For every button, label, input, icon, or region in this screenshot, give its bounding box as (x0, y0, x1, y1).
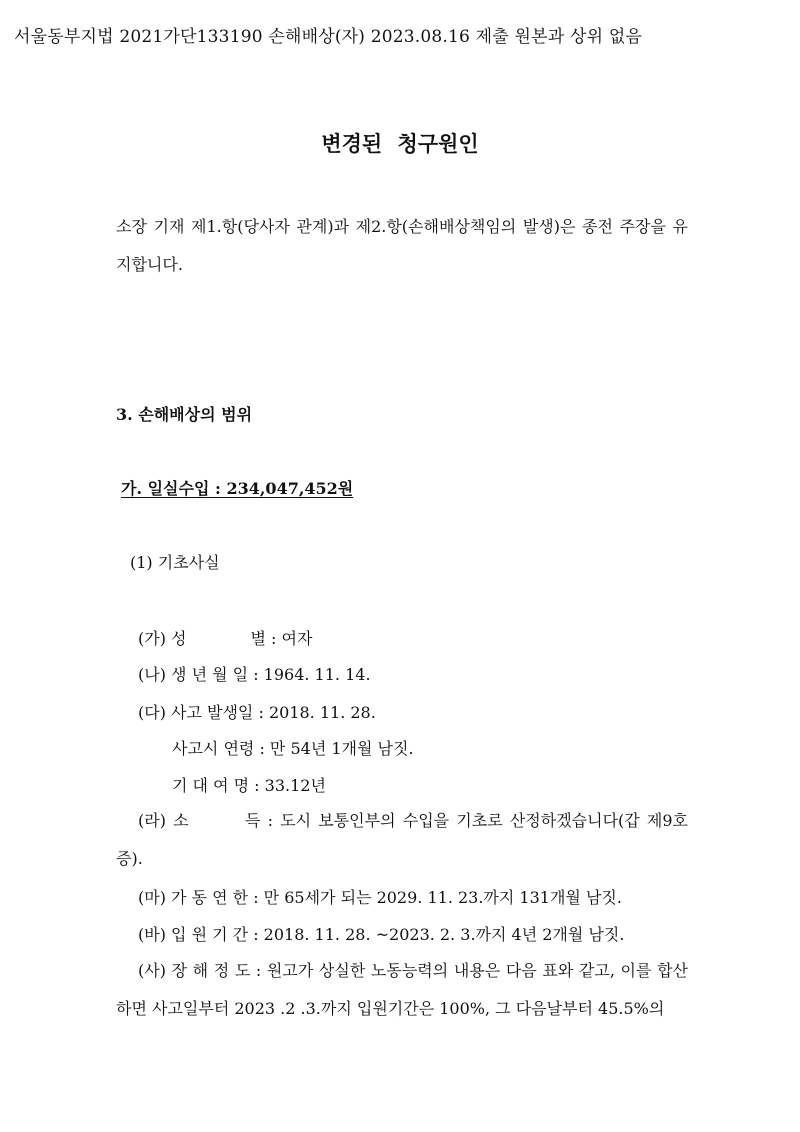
document-title: 변경된 청구원인 (321, 131, 479, 156)
intro-paragraph: 소장 기재 제1.항(당사자 관계)과 제2.항(손해배상책임의 발생)은 종전 주장을 유지합니다. (116, 217, 688, 274)
fact-hospital-period: (바) 입 원 기 간 : 2018. 11. 28. ~2023. 2. 3.까지 4년 2개월 남짓. (138, 925, 625, 944)
subsection-heading-lost-income: 가. 일실수입 : 234,047,452원 (121, 479, 354, 498)
fact-gender: (가) 성 별 : 여자 (138, 629, 313, 648)
fact-disability: (사) 장 해 정 도 : 원고가 상실한 노동능력의 내용은 다음 표와 같고, 이를 합산하면 사고일부터 2023 .2 .3.까지 입원기간은 100%, 그 다음날부터 45.5%의 (116, 961, 688, 1018)
fact-age-at-accident: 사고시 연령 : 만 54년 1개월 남짓. (172, 739, 414, 758)
basis-facts-heading: (1) 기초사실 (130, 553, 220, 572)
fact-birth-date: (나) 생 년 월 일 : 1964. 11. 14. (138, 665, 371, 684)
section-heading-damages: 3. 손해배상의 범위 (116, 405, 253, 424)
fact-life-expectancy: 기 대 여 명 : 33.12년 (172, 776, 326, 795)
fact-working-age: (마) 가 동 연 한 : 만 65세가 되는 2029. 11. 23.까지 131개월 남짓. (138, 888, 622, 907)
fact-accident-date: (다) 사고 발생일 : 2018. 11. 28. (138, 703, 376, 722)
fact-income: (라) 소 득 : 도시 보통인부의 수입을 기초로 산정하겠습니다(갑 제9호증). (116, 811, 688, 868)
case-header: 서울동부지법 2021가단133190 손해배상(자) 2023.08.16 제출 원본과 상위 없음 (14, 27, 643, 47)
